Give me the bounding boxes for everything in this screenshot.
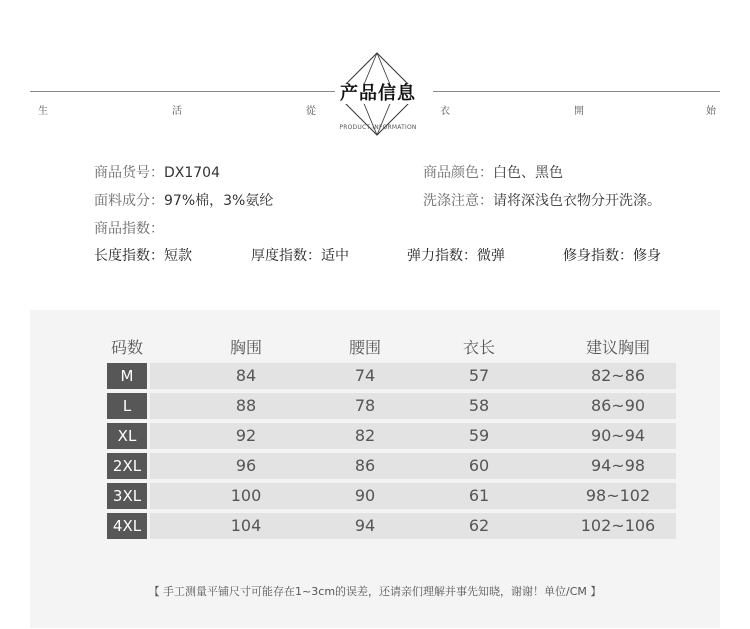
color-row	[423, 162, 563, 182]
header-divider-left	[30, 91, 340, 92]
thickness-index-label: 厚度指数：	[251, 248, 321, 264]
size-badge: L	[107, 393, 147, 419]
fit-index	[563, 245, 661, 265]
length-cell: 60	[468, 456, 490, 475]
header-size: 码数	[110, 338, 143, 357]
header-suggested-chest: 建议胸围	[585, 338, 650, 357]
length-cell: 62	[468, 516, 490, 535]
suggested-cell: 98~102	[585, 486, 651, 505]
wash-row	[423, 190, 661, 210]
material-row	[94, 190, 273, 210]
length-index	[94, 245, 192, 265]
suggested-cell: 94~98	[590, 456, 646, 475]
suggested-cell: 102~106	[580, 516, 656, 535]
deco-char: 從	[306, 106, 316, 117]
fit-index-value: 修身	[633, 248, 661, 264]
chest-cell: 96	[235, 456, 257, 475]
length-cell: 58	[468, 396, 490, 415]
waist-cell: 86	[354, 456, 376, 475]
chest-cell: 84	[235, 366, 257, 385]
deco-char: 生	[38, 106, 48, 117]
header-waist: 腰围	[348, 338, 381, 357]
index-label: 商品指数：	[94, 221, 164, 237]
chest-cell: 104	[230, 516, 262, 535]
length-cell: 61	[468, 486, 490, 505]
wash-value: 请将深浅色衣物分开洗涤。	[493, 193, 661, 209]
length-index-value: 短款	[164, 248, 192, 264]
wash-label: 洗涤注意：	[423, 193, 493, 209]
header-divider-right	[433, 91, 720, 92]
chest-cell: 88	[235, 396, 257, 415]
section-title: 产品信息	[335, 84, 421, 104]
deco-char: 活	[172, 106, 182, 117]
chest-cell: 92	[235, 426, 257, 445]
suggested-cell: 82~86	[590, 366, 646, 385]
header-length: 衣长	[462, 338, 495, 357]
chest-cell: 100	[230, 486, 262, 505]
elasticity-index-label: 弹力指数：	[407, 248, 477, 264]
thickness-index	[251, 245, 349, 265]
waist-cell: 94	[354, 516, 376, 535]
size-badge: M	[107, 363, 147, 389]
size-badge: 3XL	[107, 483, 147, 509]
item-number-value: DX1704	[164, 165, 220, 181]
length-index-label: 长度指数：	[94, 248, 164, 264]
elasticity-index	[407, 245, 505, 265]
header-chest: 胸围	[229, 338, 262, 357]
deco-char: 始	[706, 106, 716, 117]
size-badge: 2XL	[107, 453, 147, 479]
thickness-index-value: 适中	[321, 248, 349, 264]
size-badge: XL	[107, 423, 147, 449]
length-cell: 57	[468, 366, 490, 385]
deco-char: 衣	[440, 106, 450, 117]
waist-cell: 82	[354, 426, 376, 445]
waist-cell: 78	[354, 396, 376, 415]
fit-index-label: 修身指数：	[563, 248, 633, 264]
material-label: 面料成分：	[94, 193, 164, 209]
length-cell: 59	[468, 426, 490, 445]
item-number-label: 商品货号：	[94, 165, 164, 181]
suggested-cell: 86~90	[590, 396, 646, 415]
material-value: 97%棉，3%氨纶	[164, 193, 274, 209]
suggested-cell: 90~94	[590, 426, 646, 445]
color-value: 白色、黑色	[493, 165, 563, 181]
measurement-footnote: 【 手工测量平铺尺寸可能存在1~3cm的误差，还请亲们理解并事先知晓，谢谢！单位/CM 】	[148, 585, 602, 598]
deco-char: 開	[574, 106, 584, 117]
waist-cell: 74	[354, 366, 376, 385]
elasticity-index-value: 微弹	[477, 248, 505, 264]
waist-cell: 90	[354, 486, 376, 505]
size-badge: 4XL	[107, 513, 147, 539]
index-heading	[94, 218, 164, 238]
item-number-row	[94, 162, 220, 182]
color-label: 商品颜色：	[423, 165, 493, 181]
section-subtitle: PRODUCT INFORMATION	[339, 124, 417, 131]
